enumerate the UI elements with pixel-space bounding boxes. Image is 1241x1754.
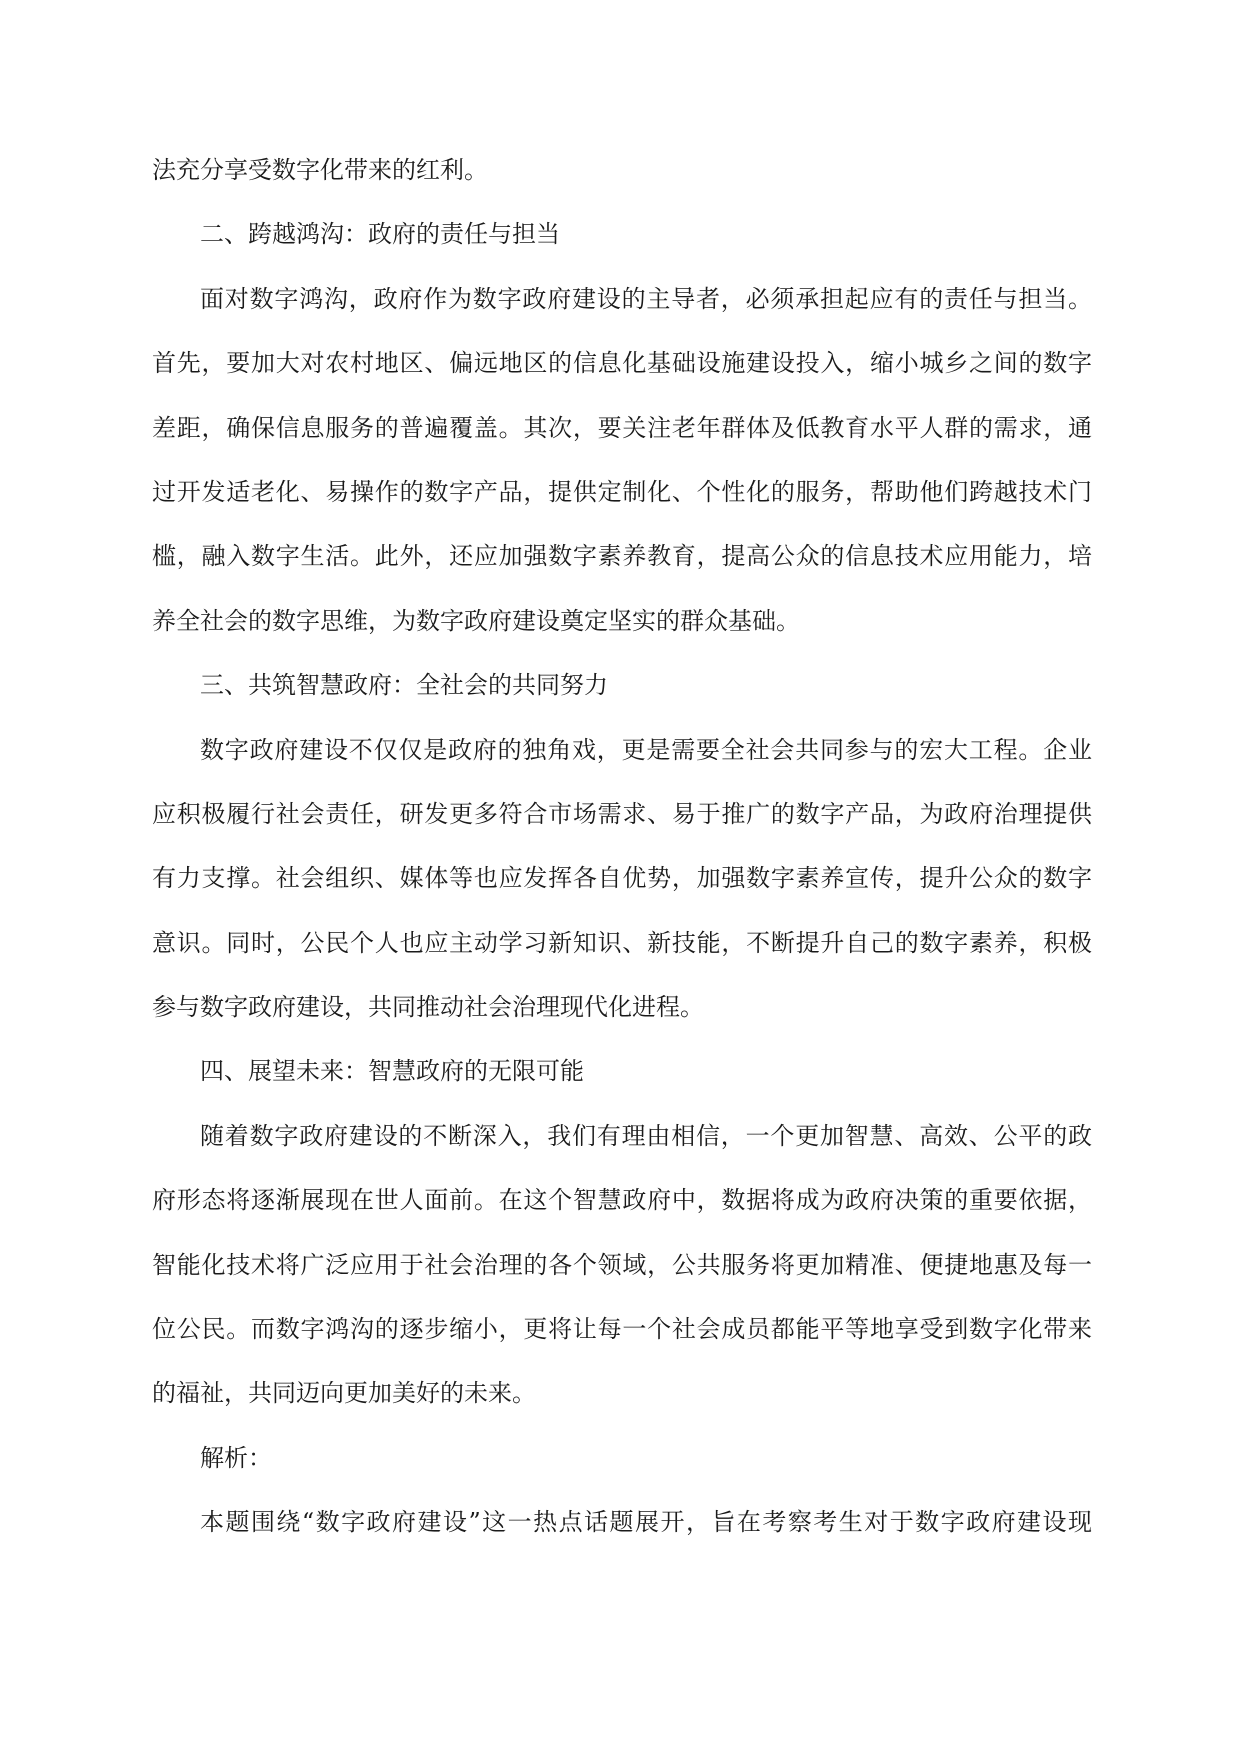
paragraph-line: 本题围绕“数字政府建设”这一热点话题展开，旨在考察考生对于数字政府建设现 xyxy=(200,1508,1092,1537)
section-heading: 二、跨越鸿沟：政府的责任与担当 xyxy=(200,220,560,249)
paragraph-line: 智能化技术将广泛应用于社会治理的各个领域，公共服务将更加精准、便捷地惠及每一 xyxy=(152,1250,1092,1279)
paragraph-line: 槛，融入数字生活。此外，还应加强数字素养教育，提高公众的信息技术应用能力，培 xyxy=(152,542,1092,571)
paragraph-line: 过开发适老化、易操作的数字产品，提供定制化、个性化的服务，帮助他们跨越技术门 xyxy=(152,477,1092,506)
analysis-label: 解析： xyxy=(200,1443,272,1472)
paragraph-line: 面对数字鸿沟，政府作为数字政府建设的主导者，必须承担起应有的责任与担当。 xyxy=(200,284,1092,313)
paragraph-line: 差距，确保信息服务的普遍覆盖。其次，要关注老年群体及低教育水平人群的需求，通 xyxy=(152,413,1092,442)
paragraph-line: 养全社会的数字思维，为数字政府建设奠定坚实的群众基础。 xyxy=(152,606,800,635)
paragraph-line: 法充分享受数字化带来的红利。 xyxy=(152,156,488,184)
section-heading: 四、展望未来：智慧政府的无限可能 xyxy=(200,1057,584,1086)
paragraph-line: 数字政府建设不仅仅是政府的独角戏，更是需要全社会共同参与的宏大工程。企业 xyxy=(200,735,1092,764)
paragraph-line: 有力支撑。社会组织、媒体等也应发挥各自优势，加强数字素养宣传，提升公众的数字 xyxy=(152,864,1092,893)
section-heading: 三、共筑智慧政府：全社会的共同努力 xyxy=(200,671,608,700)
paragraph-line: 府形态将逐渐展现在世人面前。在这个智慧政府中，数据将成为政府决策的重要依据， xyxy=(152,1186,1092,1215)
paragraph-line: 的福祉，共同迈向更加美好的未来。 xyxy=(152,1379,536,1408)
paragraph-line: 随着数字政府建设的不断深入，我们有理由相信，一个更加智慧、高效、公平的政 xyxy=(200,1121,1092,1150)
paragraph-line: 意识。同时，公民个人也应主动学习新知识、新技能，不断提升自己的数字素养，积极 xyxy=(152,928,1092,957)
document-body xyxy=(152,138,1092,1555)
paragraph-line: 位公民。而数字鸿沟的逐步缩小，更将让每一个社会成员都能平等地享受到数字化带来 xyxy=(152,1315,1092,1344)
paragraph-line: 首先，要加大对农村地区、偏远地区的信息化基础设施建设投入，缩小城乡之间的数字 xyxy=(152,349,1092,378)
paragraph-line: 应积极履行社会责任，研发更多符合市场需求、易于推广的数字产品，为政府治理提供 xyxy=(152,799,1092,828)
paragraph-line: 参与数字政府建设，共同推动社会治理现代化进程。 xyxy=(152,993,704,1022)
